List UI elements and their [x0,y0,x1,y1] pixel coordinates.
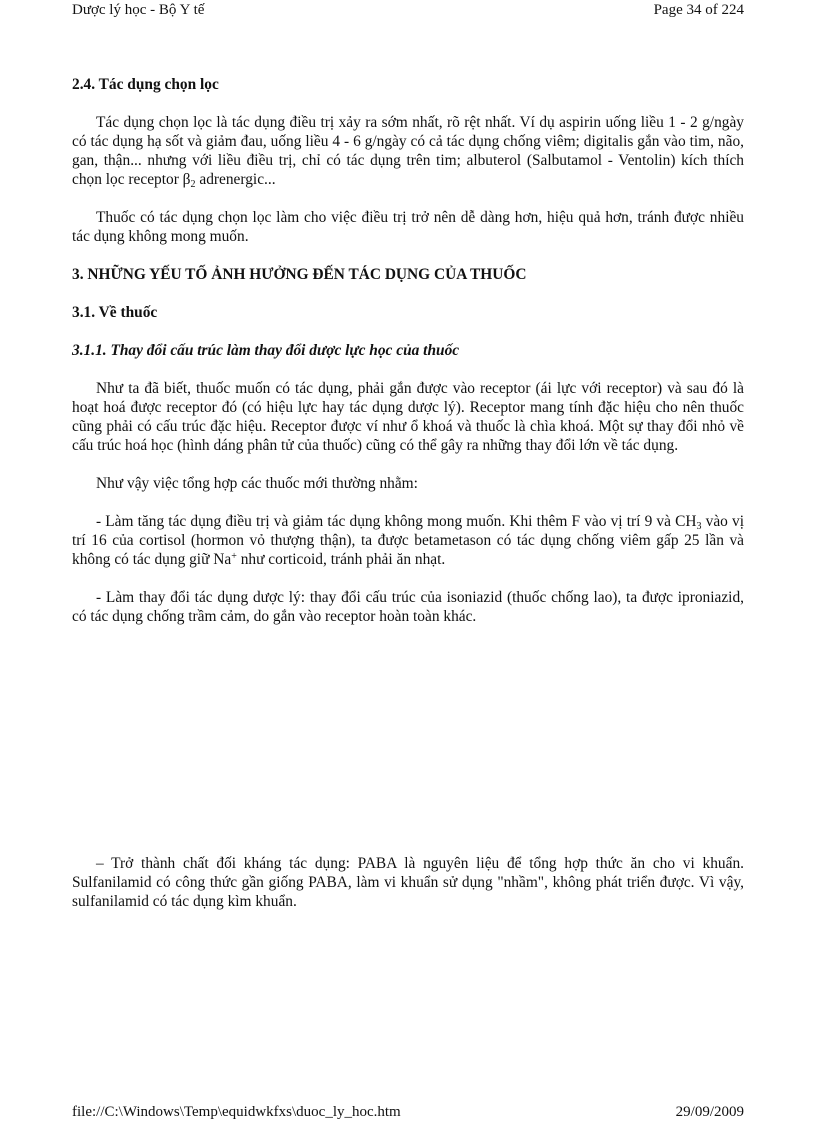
page-content [72,75,744,911]
running-footer [72,1104,744,1121]
superscript-plus: + [231,551,237,562]
paragraph-change-effect: - Làm thay đổi tác dụng dược lý: thay đổi cấu trúc của isoniazid (thuốc chống lao), ta được iproniazid, có tác dụng chống trầm cảm, do gắn vào receptor hoàn toàn khác. [72,589,744,625]
document-title: Dược lý học - Bộ Y tế [72,2,205,18]
section-heading-3-1-1: 3.1.1. Thay đổi cấu trúc làm thay đổi dược lực học của thuốc [72,342,460,359]
paragraph-selective-action [72,113,744,189]
paragraph-text: Tác dụng chọn lọc là tác dụng điều trị xảy ra sớm nhất, rõ rệt nhất. Ví dụ aspirin uống liều 1 - 2 g/ngày có tác dụng hạ sốt và giảm đau, uống liều 4 - 6 g/ngày có cả tác dụng chống viêm; digitalis gắn vào tim, não, gan, thận... nhưng với liều điều trị, chỉ có tác dụng trên tim; albuterol (Salbutamol - Ventolin) kích thích chọn lọc receptor β [72,114,744,188]
paragraph-receptor-structure: Như ta đã biết, thuốc muốn có tác dụng, phải gắn được vào receptor (ái lực với receptor) và sau đó là hoạt hoá được receptor đó (có hiệu lực hay tác dụng dược lý). Receptor mang tính đặc hiệu cho nên thuốc cũng phải có cấu trúc đặc hiệu. Receptor được ví như ổ khoá và thuốc là chìa khoá. Một sự thay đổi nhỏ về cấu trúc hoá học (hình dáng phân tử của thuốc) cũng có thể gây ra những thay đổi lớn về tác dụng. [72,380,744,454]
paragraph-text: - Làm tăng tác dụng điều trị và giảm tác dụng không mong muốn. Khi thêm F vào vị trí 9 và CH [96,513,697,530]
subscript-3: 3 [696,521,702,532]
paragraph-text: vào vị trí 16 của cortisol (hormon vỏ thượng thận), ta được betametason có tác dụng chống viêm gấp 25 lần và không có tác dụng giữ Na [72,513,744,568]
page-number: Page 34 of 224 [653,2,744,18]
paragraph-increase-effect [72,512,744,569]
file-path: file://C:\Windows\Temp\equidwkfxs\duoc_ly_hoc.htm [72,1104,401,1120]
paragraph-text: như corticoid, tránh phải ăn nhạt. [236,551,446,568]
running-header [72,2,744,19]
print-date: 29/09/2009 [675,1104,744,1120]
paragraph-antagonist: – Trở thành chất đối kháng tác dụng: PABA là nguyên liệu để tổng hợp thức ăn cho vi khuẩn. Sulfanilamid có công thức gần giống PABA, làm vi khuẩn sử dụng "nhầm", không phát triển được. Vì vậy, sulfanilamid có tác dụng kìm khuẩn. [72,855,744,910]
section-heading-2-4: 2.4. Tác dụng chọn lọc [72,76,219,93]
paragraph-text: adrenergic... [195,171,276,188]
subscript-2: 2 [190,179,196,190]
paragraph-selective-benefit: Thuốc có tác dụng chọn lọc làm cho việc điều trị trở nên dễ dàng hơn, hiệu quả hơn, tránh được nhiều tác dụng không mong muốn. [72,209,744,245]
paragraph-new-drug-aims: Như vậy việc tổng hợp các thuốc mới thường nhằm: [96,475,418,492]
section-heading-3: 3. NHỮNG YẾU TỐ ẢNH HƯỞNG ĐẾN TÁC DỤNG CỦA THUỐC [72,266,527,283]
section-heading-3-1: 3.1. Về thuốc [72,304,158,321]
